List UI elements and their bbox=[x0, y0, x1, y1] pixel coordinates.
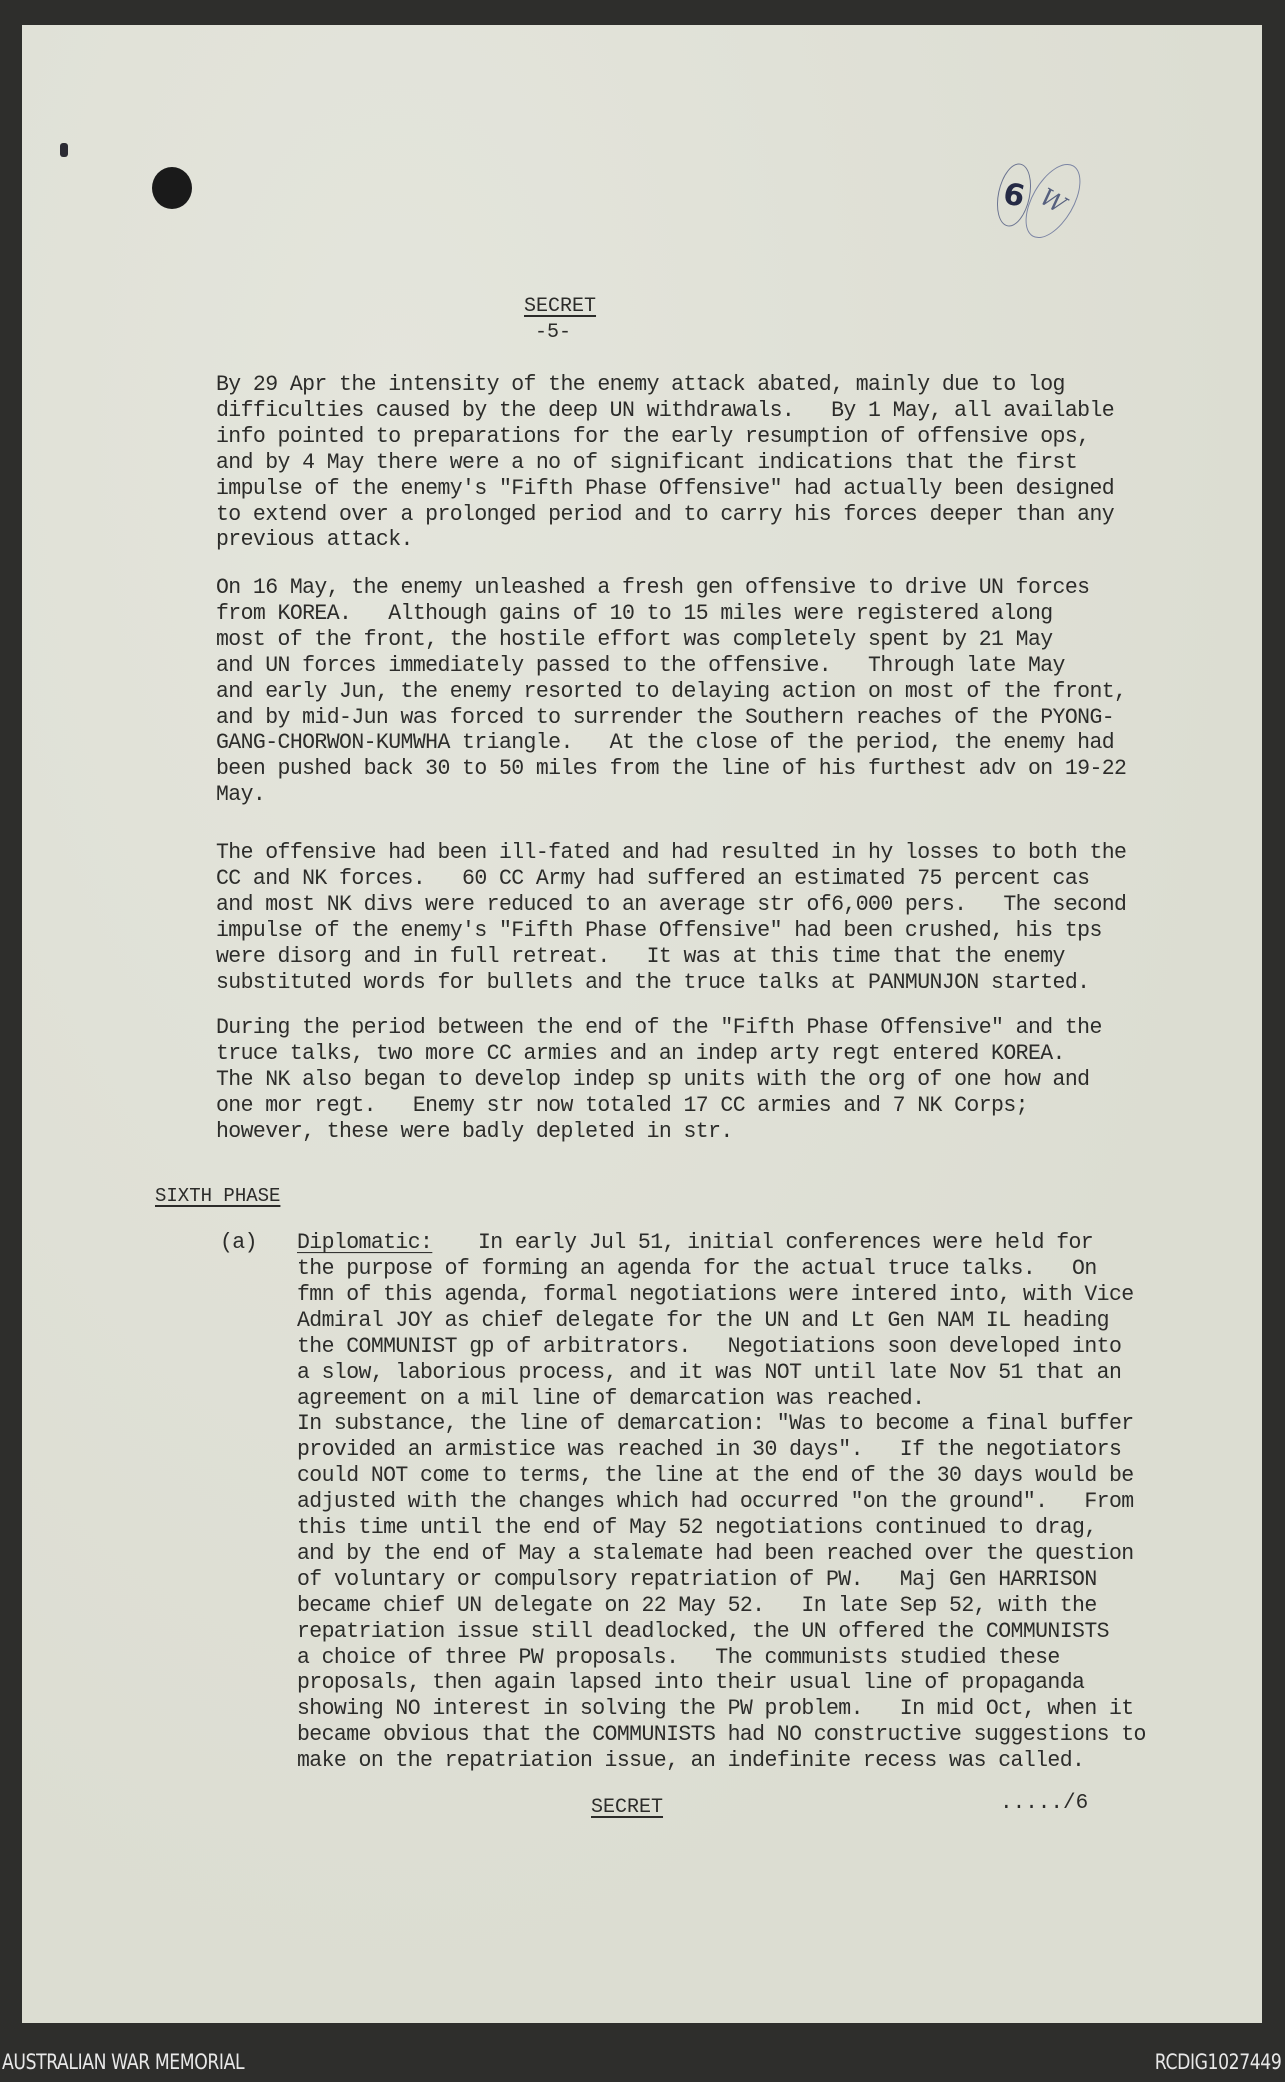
subsection-line: became obvious that the COMMUNISTS had NO constructive suggestions to bbox=[297, 1722, 1146, 1748]
paragraph-line: however, these were badly depleted in str. bbox=[216, 1118, 733, 1144]
subsection-line: proposals, then again lapsed into their usual line of propaganda bbox=[297, 1670, 1085, 1696]
paragraph-line: difficulties caused by the deep UN withdrawals. By 1 May, all available bbox=[216, 397, 1115, 424]
paragraph-line: from KOREA. Although gains of 10 to 15 miles were registered along bbox=[216, 600, 1053, 627]
paragraph-line: By 29 Apr the intensity of the enemy attack abated, mainly due to log bbox=[216, 372, 1065, 398]
paragraph-line: were disorg and in full retreat. It was at this time that the enemy bbox=[216, 943, 1065, 969]
paragraph-line: impulse of the enemy's "Fifth Phase Offensive" had actually been designed bbox=[216, 475, 1115, 501]
paragraph-line: info pointed to preparations for the early resumption of offensive ops, bbox=[216, 423, 1090, 449]
subsection-line: adjusted with the changes which had occurred "on the ground". From bbox=[297, 1489, 1134, 1515]
subsection-line: this time until the end of May 52 negotiations continued to drag, bbox=[297, 1515, 1097, 1541]
staple-mark bbox=[60, 143, 68, 157]
subsection-line: a slow, laborious process, and it was NOT until late Nov 51 that an bbox=[297, 1359, 1122, 1385]
classification-footer: SECRET bbox=[591, 1796, 664, 1819]
paragraph-line: May. bbox=[216, 782, 266, 808]
paragraph-line: been pushed back 30 to 50 miles from the line of his furthest adv on 19-22 bbox=[216, 756, 1127, 782]
punch-hole bbox=[152, 167, 192, 209]
subsection-line: fmn of this agenda, formal negotiations were intered into, with Vice bbox=[297, 1281, 1134, 1308]
paragraph-line: and early Jun, the enemy resorted to delaying action on most of the front, bbox=[216, 678, 1127, 704]
paragraph-line: CC and NK forces. 60 CC Army had suffered an estimated 75 percent cas bbox=[216, 865, 1090, 892]
paragraph-line: and UN forces immediately passed to the offensive. Through late May bbox=[216, 652, 1065, 678]
subsection-first-line: In early Jul 51, initial conferences were held for bbox=[478, 1230, 1094, 1256]
subsection-line: repatriation issue still deadlocked, the UN offered the COMMUNISTS bbox=[297, 1618, 1109, 1644]
subsection-line: became chief UN delegate on 22 May 52. In late Sep 52, with the bbox=[297, 1592, 1097, 1618]
subsection-line: the purpose of forming an agenda for the actual truce talks. On bbox=[297, 1256, 1097, 1282]
continuation-marker: ...../6 bbox=[1000, 1792, 1089, 1815]
paragraph-line: and by 4 May there were a no of significant indications that the first bbox=[216, 449, 1078, 475]
section-heading: SIXTH PHASE bbox=[155, 1185, 281, 1207]
institution-label: AUSTRALIAN WAR MEMORIAL bbox=[2, 2050, 245, 2074]
paragraph-line: and most NK divs were reduced to an average str of6,000 pers. The second bbox=[216, 891, 1127, 917]
paragraph-line: truce talks, two more CC armies and an indep arty regt entered KOREA. bbox=[216, 1040, 1065, 1067]
paragraph-line: most of the front, the hostile effort was completely spent by 21 May bbox=[216, 626, 1053, 652]
subsection-line: In substance, the line of demarcation: "Was to become a final buffer bbox=[297, 1411, 1134, 1437]
subsection-line: the COMMUNIST gp of arbitrators. Negotiations soon developed into bbox=[297, 1333, 1122, 1359]
subsection-line: a choice of three PW proposals. The communists studied these bbox=[297, 1644, 1060, 1670]
paragraph-line: previous attack. bbox=[216, 527, 413, 553]
page-number: -5- bbox=[535, 321, 572, 344]
paragraph-line: and by mid-Jun was forced to surrender the Southern reaches of the PYONG- bbox=[216, 704, 1115, 730]
subsection-line: make on the repatriation issue, an indefinite recess was called. bbox=[297, 1748, 1085, 1774]
paragraph-line: On 16 May, the enemy unleashed a fresh gen offensive to drive UN forces bbox=[216, 575, 1090, 601]
subsection-label: Diplomatic: bbox=[297, 1230, 433, 1256]
paragraph-line: impulse of the enemy's "Fifth Phase Offensive" had been crushed, his tps bbox=[216, 917, 1102, 943]
subsection-line: could NOT come to terms, the line at the end of the 30 days would be bbox=[297, 1463, 1134, 1489]
subsection-line: agreement on a mil line of demarcation was reached. bbox=[297, 1385, 925, 1411]
paragraph-line: to extend over a prolonged period and to carry his forces deeper than any bbox=[216, 501, 1115, 527]
folio-number: 6 bbox=[1000, 175, 1028, 215]
subsection-line: and by the end of May a stalemate had been reached over the question bbox=[297, 1540, 1134, 1567]
subsection-marker: (a) bbox=[220, 1230, 257, 1256]
paragraph-line: The NK also began to develop indep sp units with the org of one how and bbox=[216, 1066, 1090, 1092]
subsection-line: Admiral JOY as chief delegate for the UN and Lt Gen NAM IL heading bbox=[297, 1307, 1109, 1333]
subsection-line: showing NO interest in solving the PW problem. In mid Oct, when it bbox=[297, 1696, 1134, 1722]
subsection-line: of voluntary or compulsory repatriation of PW. Maj Gen HARRISON bbox=[297, 1566, 1097, 1592]
reference-number: RCDIG1027449 bbox=[1154, 2050, 1281, 2074]
paragraph-line: one mor regt. Enemy str now totaled 17 CC armies and 7 NK Corps; bbox=[216, 1092, 1028, 1118]
paragraph-line: GANG-CHORWON-KUMWHA triangle. At the close of the period, the enemy had bbox=[216, 730, 1115, 756]
classification-header: SECRET bbox=[524, 295, 597, 318]
subsection-line: provided an armistice was reached in 30 days". If the negotiators bbox=[297, 1437, 1122, 1463]
paragraph-line: During the period between the end of the "Fifth Phase Offensive" and the bbox=[216, 1015, 1102, 1041]
paragraph-line: substituted words for bullets and the truce talks at PANMUNJON started. bbox=[216, 969, 1090, 995]
initials-text: W bbox=[1035, 182, 1071, 220]
paragraph-line: The offensive had been ill-fated and had resulted in hy losses to both the bbox=[216, 840, 1127, 866]
